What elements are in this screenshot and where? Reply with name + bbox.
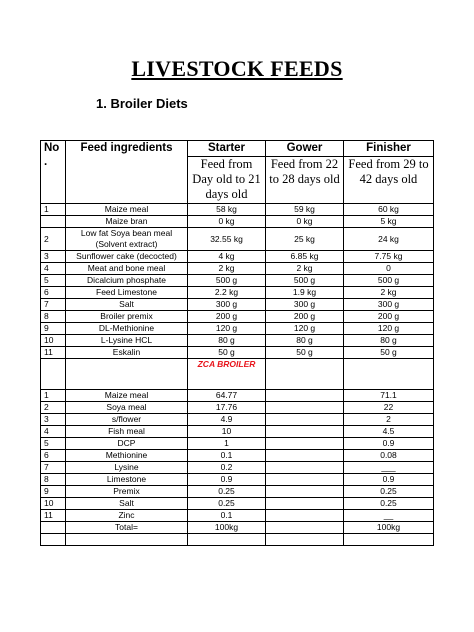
cell-grower: 1.9 kg	[266, 287, 344, 299]
cell-ingredient: s/flower	[66, 414, 188, 426]
cell-starter: 32.55 kg	[188, 228, 266, 251]
cell-grower: 6.85 kg	[266, 251, 344, 263]
cell-finisher: 4.5	[344, 426, 434, 438]
cell-grower	[266, 426, 344, 438]
cell-starter: 100kg	[188, 522, 266, 534]
cell-finisher: 300 g	[344, 299, 434, 311]
cell-grower	[266, 462, 344, 474]
cell-no	[41, 522, 66, 534]
subheader-finisher: Feed from 29 to 42 days old	[344, 157, 434, 204]
cell-grower: 0 kg	[266, 216, 344, 228]
blank-row	[41, 534, 434, 546]
cell-starter: 4 kg	[188, 251, 266, 263]
cell-grower: 200 g	[266, 311, 344, 323]
header-row	[41, 141, 434, 157]
cell-finisher: 71.1	[344, 390, 434, 402]
subheader-grower: Feed from 22 to 28 days old	[266, 157, 344, 204]
cell-finisher: 500 g	[344, 275, 434, 287]
cell-no: 9	[41, 486, 66, 498]
table-row	[41, 311, 434, 323]
cell-no: 3	[41, 414, 66, 426]
cell-starter: 120 g	[188, 323, 266, 335]
cell-grower	[266, 474, 344, 486]
table-row	[41, 474, 434, 486]
cell-starter: 50 g	[188, 347, 266, 359]
table-row	[41, 347, 434, 359]
cell-ingredient: Zinc	[66, 510, 188, 522]
cell-grower	[266, 438, 344, 450]
cell-no: 11	[41, 347, 66, 359]
cell-no: 9	[41, 323, 66, 335]
cell-starter: 300 g	[188, 299, 266, 311]
cell-finisher: 2 kg	[344, 287, 434, 299]
cell-no: 11	[41, 510, 66, 522]
cell-finisher: 50 g	[344, 347, 434, 359]
table-row	[41, 299, 434, 311]
table-row	[41, 323, 434, 335]
cell-starter: 0.25	[188, 486, 266, 498]
table-row	[41, 426, 434, 438]
cell-ingredient: DCP	[66, 438, 188, 450]
cell-grower	[266, 414, 344, 426]
cell-starter: 0.25	[188, 498, 266, 510]
document-title: LIVESTOCK FEEDS	[131, 56, 343, 81]
cell-grower	[266, 402, 344, 414]
header-no: No .	[41, 141, 66, 204]
cell-ingredient: Maize meal	[66, 390, 188, 402]
cell-ingredient: Meat and bone meal	[66, 263, 188, 275]
cell-starter: 0.9	[188, 474, 266, 486]
table-row	[41, 204, 434, 216]
cell-ingredient: Salt	[66, 498, 188, 510]
cell-starter: 2.2 kg	[188, 287, 266, 299]
cell-grower	[266, 510, 344, 522]
cell-finisher: __	[344, 510, 434, 522]
broiler-diet-rows	[41, 204, 434, 359]
cell-grower: 500 g	[266, 275, 344, 287]
table-row	[41, 510, 434, 522]
cell-no: 3	[41, 251, 66, 263]
cell-ingredient: Eskalin	[66, 347, 188, 359]
cell-starter: 10	[188, 426, 266, 438]
cell-grower	[266, 486, 344, 498]
zca-broiler-label: ZCA BROILER	[188, 359, 266, 390]
cell-no: 5	[41, 438, 66, 450]
cell-no: 8	[41, 474, 66, 486]
table-row	[41, 287, 434, 299]
cell-no: 5	[41, 275, 66, 287]
cell-no: 4	[41, 426, 66, 438]
table-row	[41, 450, 434, 462]
cell-no: 10	[41, 335, 66, 347]
cell-ingredient: Maize meal	[66, 204, 188, 216]
cell-no: 6	[41, 450, 66, 462]
header-ingredients: Feed ingredients	[66, 141, 188, 204]
cell-ingredient: Salt	[66, 299, 188, 311]
cell-no: 4	[41, 263, 66, 275]
cell-no: 8	[41, 311, 66, 323]
table-row	[41, 462, 434, 474]
table-row	[41, 486, 434, 498]
cell-ingredient: Fish meal	[66, 426, 188, 438]
cell-no: 1	[41, 390, 66, 402]
cell-finisher: 60 kg	[344, 204, 434, 216]
cell-finisher: 0.08	[344, 450, 434, 462]
cell-finisher: 0.9	[344, 474, 434, 486]
cell-starter: 0 kg	[188, 216, 266, 228]
table-row	[41, 390, 434, 402]
cell-ingredient: Feed Limestone	[66, 287, 188, 299]
cell-no: 7	[41, 299, 66, 311]
cell-finisher: 0.25	[344, 486, 434, 498]
cell-finisher: 22	[344, 402, 434, 414]
table-row	[41, 263, 434, 275]
cell-ingredient: Limestone	[66, 474, 188, 486]
cell-starter: 2 kg	[188, 263, 266, 275]
cell-finisher: 24 kg	[344, 228, 434, 251]
cell-no: 2	[41, 402, 66, 414]
header-finisher: Finisher	[344, 141, 434, 157]
cell-finisher: 120 g	[344, 323, 434, 335]
cell-ingredient: Maize bran	[66, 216, 188, 228]
cell-starter: 17.76	[188, 402, 266, 414]
cell-ingredient: Premix	[66, 486, 188, 498]
cell-starter: 200 g	[188, 311, 266, 323]
table-row	[41, 522, 434, 534]
cell-ingredient: Broiler premix	[66, 311, 188, 323]
table-row	[41, 414, 434, 426]
subheader-starter: Feed from Day old to 21 days old	[188, 157, 266, 204]
cell-no	[41, 216, 66, 228]
trailing-blank	[41, 534, 434, 546]
table-row	[41, 498, 434, 510]
cell-grower: 120 g	[266, 323, 344, 335]
cell-finisher: 0	[344, 263, 434, 275]
cell-starter: 0.2	[188, 462, 266, 474]
cell-no: 1	[41, 204, 66, 216]
cell-ingredient: Dicalcium phosphate	[66, 275, 188, 287]
cell-grower: 80 g	[266, 335, 344, 347]
cell-ingredient: Sunflower cake (decocted)	[66, 251, 188, 263]
zca-section	[41, 359, 434, 390]
cell-grower	[266, 498, 344, 510]
cell-ingredient: Lysine	[66, 462, 188, 474]
cell-starter: 80 g	[188, 335, 266, 347]
cell-no: 7	[41, 462, 66, 474]
feed-table	[40, 140, 434, 546]
cell-starter: 0.1	[188, 450, 266, 462]
table-row	[41, 216, 434, 228]
zca-diet-rows	[41, 390, 434, 534]
cell-starter: 64.77	[188, 390, 266, 402]
cell-grower	[266, 390, 344, 402]
cell-no: 10	[41, 498, 66, 510]
cell-ingredient: DL-Methionine	[66, 323, 188, 335]
table-row	[41, 335, 434, 347]
section-heading: 1. Broiler Diets	[96, 96, 188, 111]
cell-starter: 500 g	[188, 275, 266, 287]
cell-grower	[266, 450, 344, 462]
cell-finisher: 0.25	[344, 498, 434, 510]
cell-grower: 50 g	[266, 347, 344, 359]
cell-finisher: 2	[344, 414, 434, 426]
zca-row	[41, 359, 434, 390]
table-row	[41, 402, 434, 414]
cell-grower: 25 kg	[266, 228, 344, 251]
cell-starter: 58 kg	[188, 204, 266, 216]
cell-ingredient: Total=	[66, 522, 188, 534]
cell-ingredient: Soya meal	[66, 402, 188, 414]
cell-finisher: 5 kg	[344, 216, 434, 228]
cell-grower: 300 g	[266, 299, 344, 311]
cell-finisher: ___	[344, 462, 434, 474]
table-row	[41, 228, 434, 251]
table-row	[41, 438, 434, 450]
cell-finisher: 100kg	[344, 522, 434, 534]
cell-no: 2	[41, 228, 66, 251]
cell-ingredient: Methionine	[66, 450, 188, 462]
cell-finisher: 80 g	[344, 335, 434, 347]
cell-no: 6	[41, 287, 66, 299]
cell-finisher: 0.9	[344, 438, 434, 450]
cell-starter: 4.9	[188, 414, 266, 426]
cell-ingredient: Low fat Soya bean meal (Solvent extract)	[66, 228, 188, 251]
cell-starter: 1	[188, 438, 266, 450]
cell-finisher: 200 g	[344, 311, 434, 323]
table-row	[41, 251, 434, 263]
cell-finisher: 7.75 kg	[344, 251, 434, 263]
cell-grower: 59 kg	[266, 204, 344, 216]
cell-starter: 0.1	[188, 510, 266, 522]
header-starter: Starter	[188, 141, 266, 157]
header-grower: Gower	[266, 141, 344, 157]
cell-grower	[266, 522, 344, 534]
cell-grower: 2 kg	[266, 263, 344, 275]
cell-ingredient: L-Lysine HCL	[66, 335, 188, 347]
table-row	[41, 275, 434, 287]
